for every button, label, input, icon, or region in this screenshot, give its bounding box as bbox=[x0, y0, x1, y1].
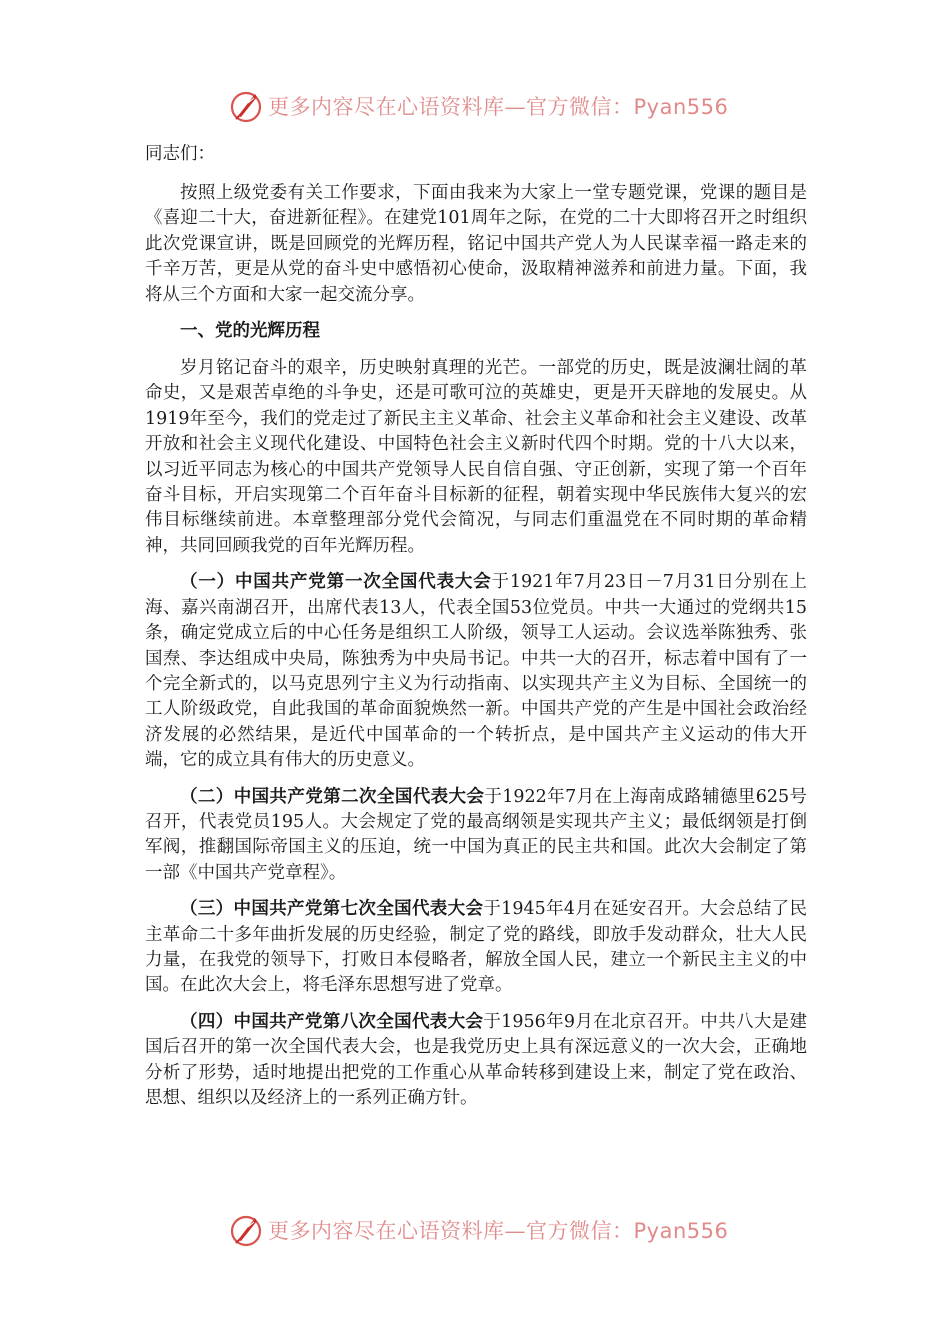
quill-pen-icon bbox=[228, 88, 264, 124]
congress-heading: （一）中国共产党第一次全国代表大会 bbox=[180, 572, 492, 593]
intro-paragraph: 按照上级党委有关工作要求，下面由我来为大家上一堂专题党课，党课的题目是《喜迎二十大，奋进新征程》。在建党101周年之际，在党的二十大即将召开之时组织此次党课宣讲，既是回顾党的光辉历程，铭记中国共产党人为人民谋幸福一路走来的千辛万苦，更是从党的奋斗史中感悟初心使命，汲取精神滋养和前进力量。下面，我将从三个方面和大家一起交流分享。 bbox=[145, 183, 807, 305]
congress-heading: （二）中国共产党第二次全国代表大会 bbox=[180, 786, 485, 807]
section-intro-paragraph: 岁月铭记奋斗的艰辛，历史映射真理的光芒。一部党的历史，既是波澜壮阔的革命史，又是艰苦卓绝的斗争史，还是可歌可泣的英雄史，更是开天辟地的发展史。从1919年至今，我们的党走过了新民主主义革命、社会主义革命和社会主义建设、改革开放和社会主义现代化建设、中国特色社会主义新时代四个时期。党的十八大以来，以习近平同志为核心的中国共产党领导人民自信自强、守正创新，实现了第一个百年奋斗目标，开启实现第二个百年奋斗目标新的征程，朝着实现中华民族伟大复兴的宏伟目标继续前进。本章整理部分党代会简况，与同志们重温党在不同时期的革命精神，共同回顾我党的百年光辉历程。 bbox=[145, 358, 807, 556]
congress-body: 于1956年9月在北京召开。中共八大是建国后召开的第一次全国代表大会，也是我党历史上具有深远意义的一次大会，正确地分析了形势，适时地提出把党的工作重心从革命转移到建设上来，制定了党在政治、思想、组织以及经济上的一系列正确方针。 bbox=[145, 1011, 808, 1108]
congress-body: 于1945年4月在延安召开。大会总结了民主革命二十多年曲折发展的历史经验，制定了党的路线，即放手发动群众，壮大人民力量，在我党的领导下，打败日本侵略者，解放全国人民，建立一个新民主主义的中国。在此次大会上，将毛泽东思想写进了党章。 bbox=[145, 899, 808, 996]
congress-body: 于1922年7月在上海南成路辅德里625号召开，代表党员195人。大会规定了党的最高纲领是实现共产主义；最低纲领是打倒军阀，推翻国际帝国主义的压迫，统一中国为真正的民主共和国。此次大会制定了第一部《中国共产党章程》。 bbox=[145, 786, 808, 883]
congress-paragraph-2 bbox=[145, 785, 807, 887]
footer-banner bbox=[228, 1210, 748, 1250]
wechat-id: Pyan556 bbox=[633, 1219, 729, 1243]
document-body bbox=[145, 142, 807, 1122]
congress-paragraph-1 bbox=[145, 570, 807, 773]
congress-paragraph-7 bbox=[145, 897, 807, 999]
section-heading: 一、党的光辉历程 bbox=[180, 321, 320, 342]
congress-heading: （四）中国共产党第八次全国代表大会 bbox=[180, 1011, 484, 1032]
header-banner bbox=[228, 86, 748, 126]
banner-text: 更多内容尽在心语资料库—官方微信：Pyan556 bbox=[268, 1219, 729, 1243]
wechat-id: Pyan556 bbox=[633, 95, 729, 119]
banner-text: 更多内容尽在心语资料库—官方微信：Pyan556 bbox=[268, 95, 729, 119]
congress-heading: （三）中国共产党第七次全国代表大会 bbox=[180, 899, 484, 920]
greeting: 同志们： bbox=[145, 144, 215, 164]
congress-paragraph-8 bbox=[145, 1010, 807, 1112]
congress-body: 于1921年7月23日－7月31日分别在上海、嘉兴南湖召开，出席代表13人，代表全国53位党员。中共一大通过的党纲共15条，确定党成立后的中心任务是组织工人阶级，领导工人运动。会议选举陈独秀、张国焘、李达组成中央局，陈独秀为中央局书记。中共一大的召开，标志着中国有了一个完全新式的，以马克思列宁主义为行动指南、以实现共产主义为目标、全国统一的工人阶级政党，自此我国的革命面貌焕然一新。中国共产党的产生是中国社会政治经济发展的必然结果，是近代中国革命的一个转折点，是中国共产主义运动的伟大开端，它的成立具有伟大的历史意义。 bbox=[145, 572, 808, 771]
quill-pen-icon bbox=[228, 1212, 264, 1248]
